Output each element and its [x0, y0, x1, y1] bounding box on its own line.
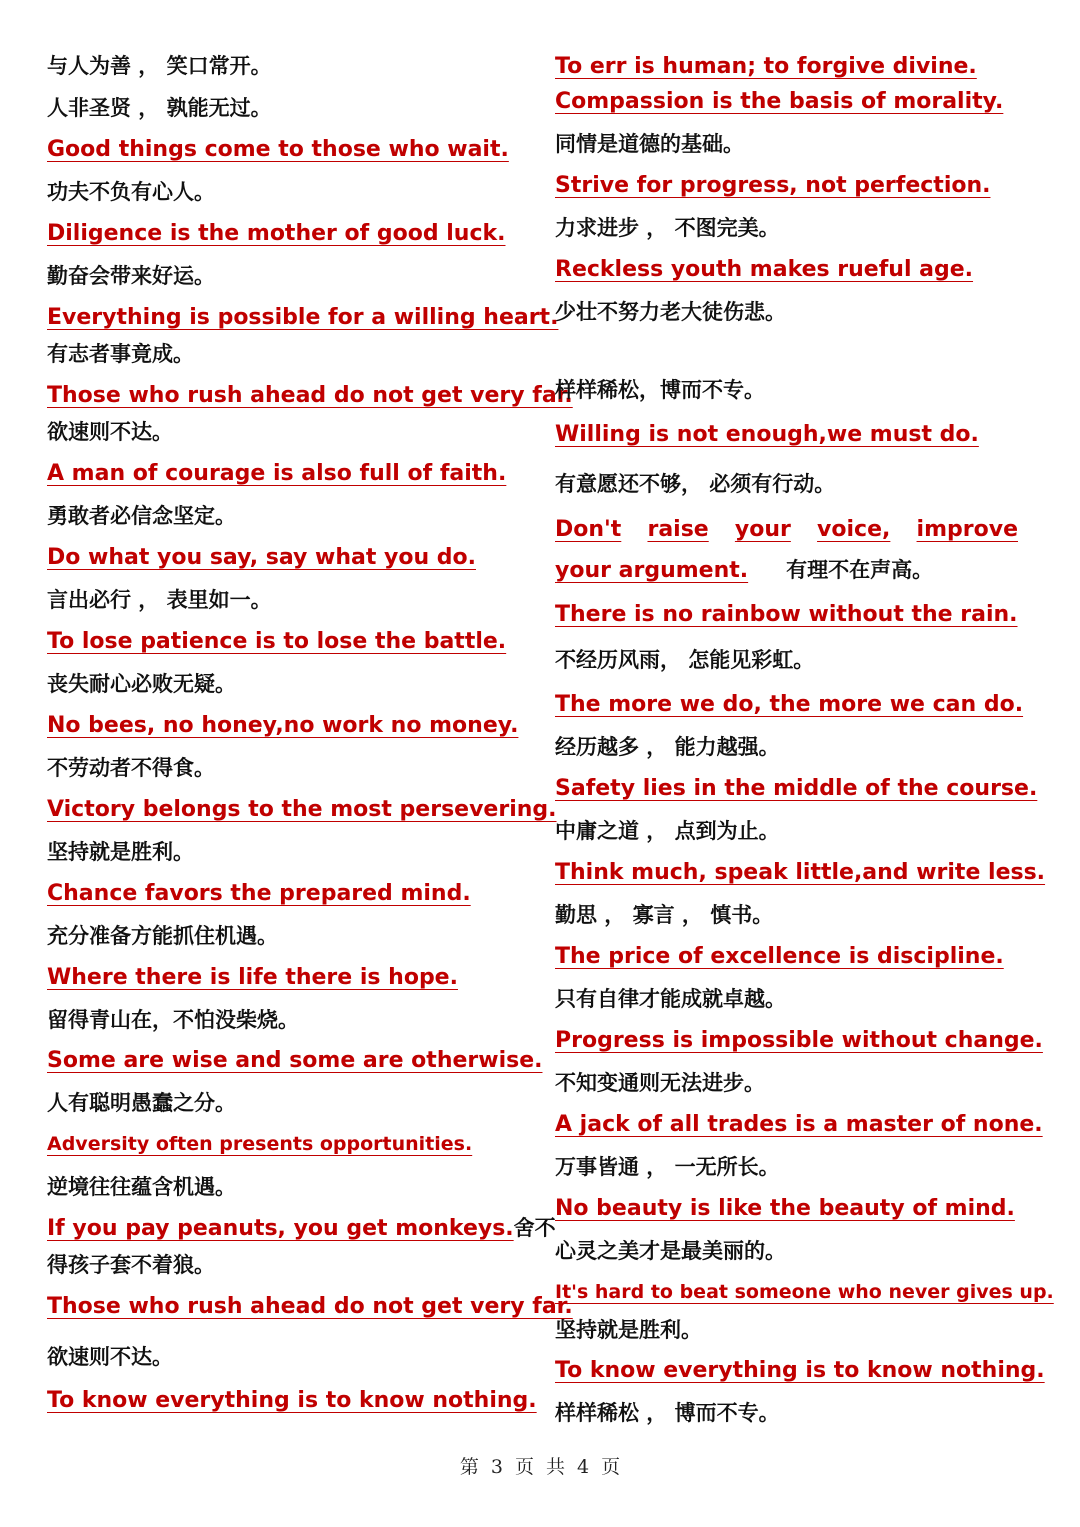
chinese-translation: 勇敢者必信念坚定。 — [47, 504, 236, 528]
chinese-translation: 留得青山在，不怕没柴烧。 — [47, 1008, 299, 1032]
english-proverb: The more we do, the more we can do. — [555, 692, 1024, 717]
chinese-translation: 只有自律才能成就卓越。 — [555, 987, 786, 1011]
english-proverb: Those who rush ahead do not get very far. — [47, 383, 573, 408]
chinese-translation: 经历越多 ， 能力越强。 — [555, 735, 780, 759]
english-proverb: To lose patience is to lose the battle. — [47, 629, 507, 654]
chinese-translation: 同情是道德的基础。 — [555, 132, 744, 156]
chinese-translation: 得孩子套不着狼。 — [47, 1253, 215, 1277]
chinese-translation: 勤奋会带来好运。 — [47, 264, 215, 288]
english-proverb: Strive for progress, not perfection. — [555, 173, 991, 198]
chinese-translation: 坚持就是胜利。 — [555, 1318, 702, 1342]
english-proverb: To err is human; to forgive divine. — [555, 54, 977, 79]
english-proverb: Those who rush ahead do not get very far. — [47, 1294, 573, 1319]
english-proverb: Do what you say, say what you do. — [47, 545, 476, 570]
english-proverb: A man of courage is also full of faith. — [47, 461, 507, 486]
english-proverb: Safety lies in the middle of the course. — [555, 776, 1038, 801]
chinese-translation: 有意愿还不够， 必须有行动。 — [555, 472, 836, 496]
english-proverb: Chance favors the prepared mind. — [47, 881, 471, 906]
chinese-translation: 欲速则不达。 — [47, 420, 173, 444]
chinese-translation: 不经历风雨， 怎能见彩虹。 — [555, 648, 815, 672]
chinese-translation: 有志者事竟成。 — [47, 342, 194, 366]
english-proverb: Where there is life there is hope. — [47, 965, 458, 990]
chinese-translation: 中庸之道 ， 点到为止。 — [555, 819, 780, 843]
english-proverb: Adversity often presents opportunities. — [47, 1133, 473, 1155]
chinese-translation: 样样稀松 ， 博而不专。 — [555, 1401, 780, 1425]
chinese-translation: 与人为善 ， 笑口常开。 — [47, 54, 272, 78]
chinese-translation: 人非圣贤 ， 孰能无过。 — [47, 96, 272, 120]
english-proverb: Everything is possible for a willing heart. — [47, 305, 559, 330]
chinese-translation: 充分准备方能抓住机遇。 — [47, 924, 278, 948]
english-proverb: Good things come to those who wait. — [47, 137, 509, 162]
english-proverb: The price of excellence is discipline. — [555, 944, 1004, 969]
english-proverb: To know everything is to know nothing. — [47, 1388, 537, 1413]
chinese-translation: 不知变通则无法进步。 — [555, 1071, 765, 1095]
english-proverb: No beauty is like the beauty of mind. — [555, 1196, 1015, 1221]
chinese-translation: 不劳动者不得食。 — [47, 756, 215, 780]
chinese-translation: 力求进步 ， 不图完美。 — [555, 216, 780, 240]
english-proverb: If you pay peanuts, you get monkeys.舍不 — [47, 1216, 556, 1241]
chinese-translation: 少壮不努力老大徒伤悲。 — [555, 300, 786, 324]
chinese-translation: 万事皆通 ， 一无所长。 — [555, 1155, 780, 1179]
english-proverb: Willing is not enough,we must do. — [555, 422, 979, 447]
english-proverb: To know everything is to know nothing. — [555, 1358, 1045, 1383]
english-proverb: Some are wise and some are otherwise. — [47, 1048, 543, 1073]
english-proverb: your argument. 有理不在声高。 — [555, 558, 934, 583]
chinese-translation: 有理不在声高。 — [786, 558, 934, 582]
chinese-translation: 功夫不负有心人。 — [47, 180, 215, 204]
english-proverb: Don't raise your voice, improve — [555, 517, 1018, 542]
english-proverb: Compassion is the basis of morality. — [555, 89, 1004, 114]
english-proverb: Think much, speak little,and write less. — [555, 860, 1046, 885]
english-proverb: Reckless youth makes rueful age. — [555, 257, 974, 282]
english-proverb: It's hard to beat someone who never gives up. — [555, 1281, 1054, 1303]
chinese-translation: 欲速则不达。 — [47, 1345, 173, 1369]
chinese-translation: 丧失耐心必败无疑。 — [47, 672, 236, 696]
chinese-translation: 心灵之美才是最美丽的。 — [555, 1239, 786, 1263]
english-proverb: Victory belongs to the most persevering. — [47, 797, 557, 822]
english-proverb: No bees, no honey,no work no money. — [47, 713, 519, 738]
chinese-translation: 样样稀松，博而不专。 — [555, 378, 765, 402]
chinese-translation: 勤思 ， 寡言 ， 慎书。 — [555, 903, 774, 927]
english-proverb: Diligence is the mother of good luck. — [47, 221, 506, 246]
page-footer: 第 3 页 共 4 页 — [459, 1456, 621, 1478]
chinese-translation: 言出必行 ， 表里如一。 — [47, 588, 272, 612]
english-proverb: There is no rainbow without the rain. — [555, 602, 1018, 627]
english-proverb: Progress is impossible without change. — [555, 1028, 1043, 1053]
chinese-translation: 舍不 — [513, 1216, 556, 1240]
chinese-translation: 人有聪明愚蠢之分。 — [47, 1091, 236, 1115]
english-proverb: A jack of all trades is a master of none. — [555, 1112, 1043, 1137]
chinese-translation: 逆境往往蕴含机遇。 — [47, 1175, 236, 1199]
chinese-translation: 坚持就是胜利。 — [47, 840, 194, 864]
